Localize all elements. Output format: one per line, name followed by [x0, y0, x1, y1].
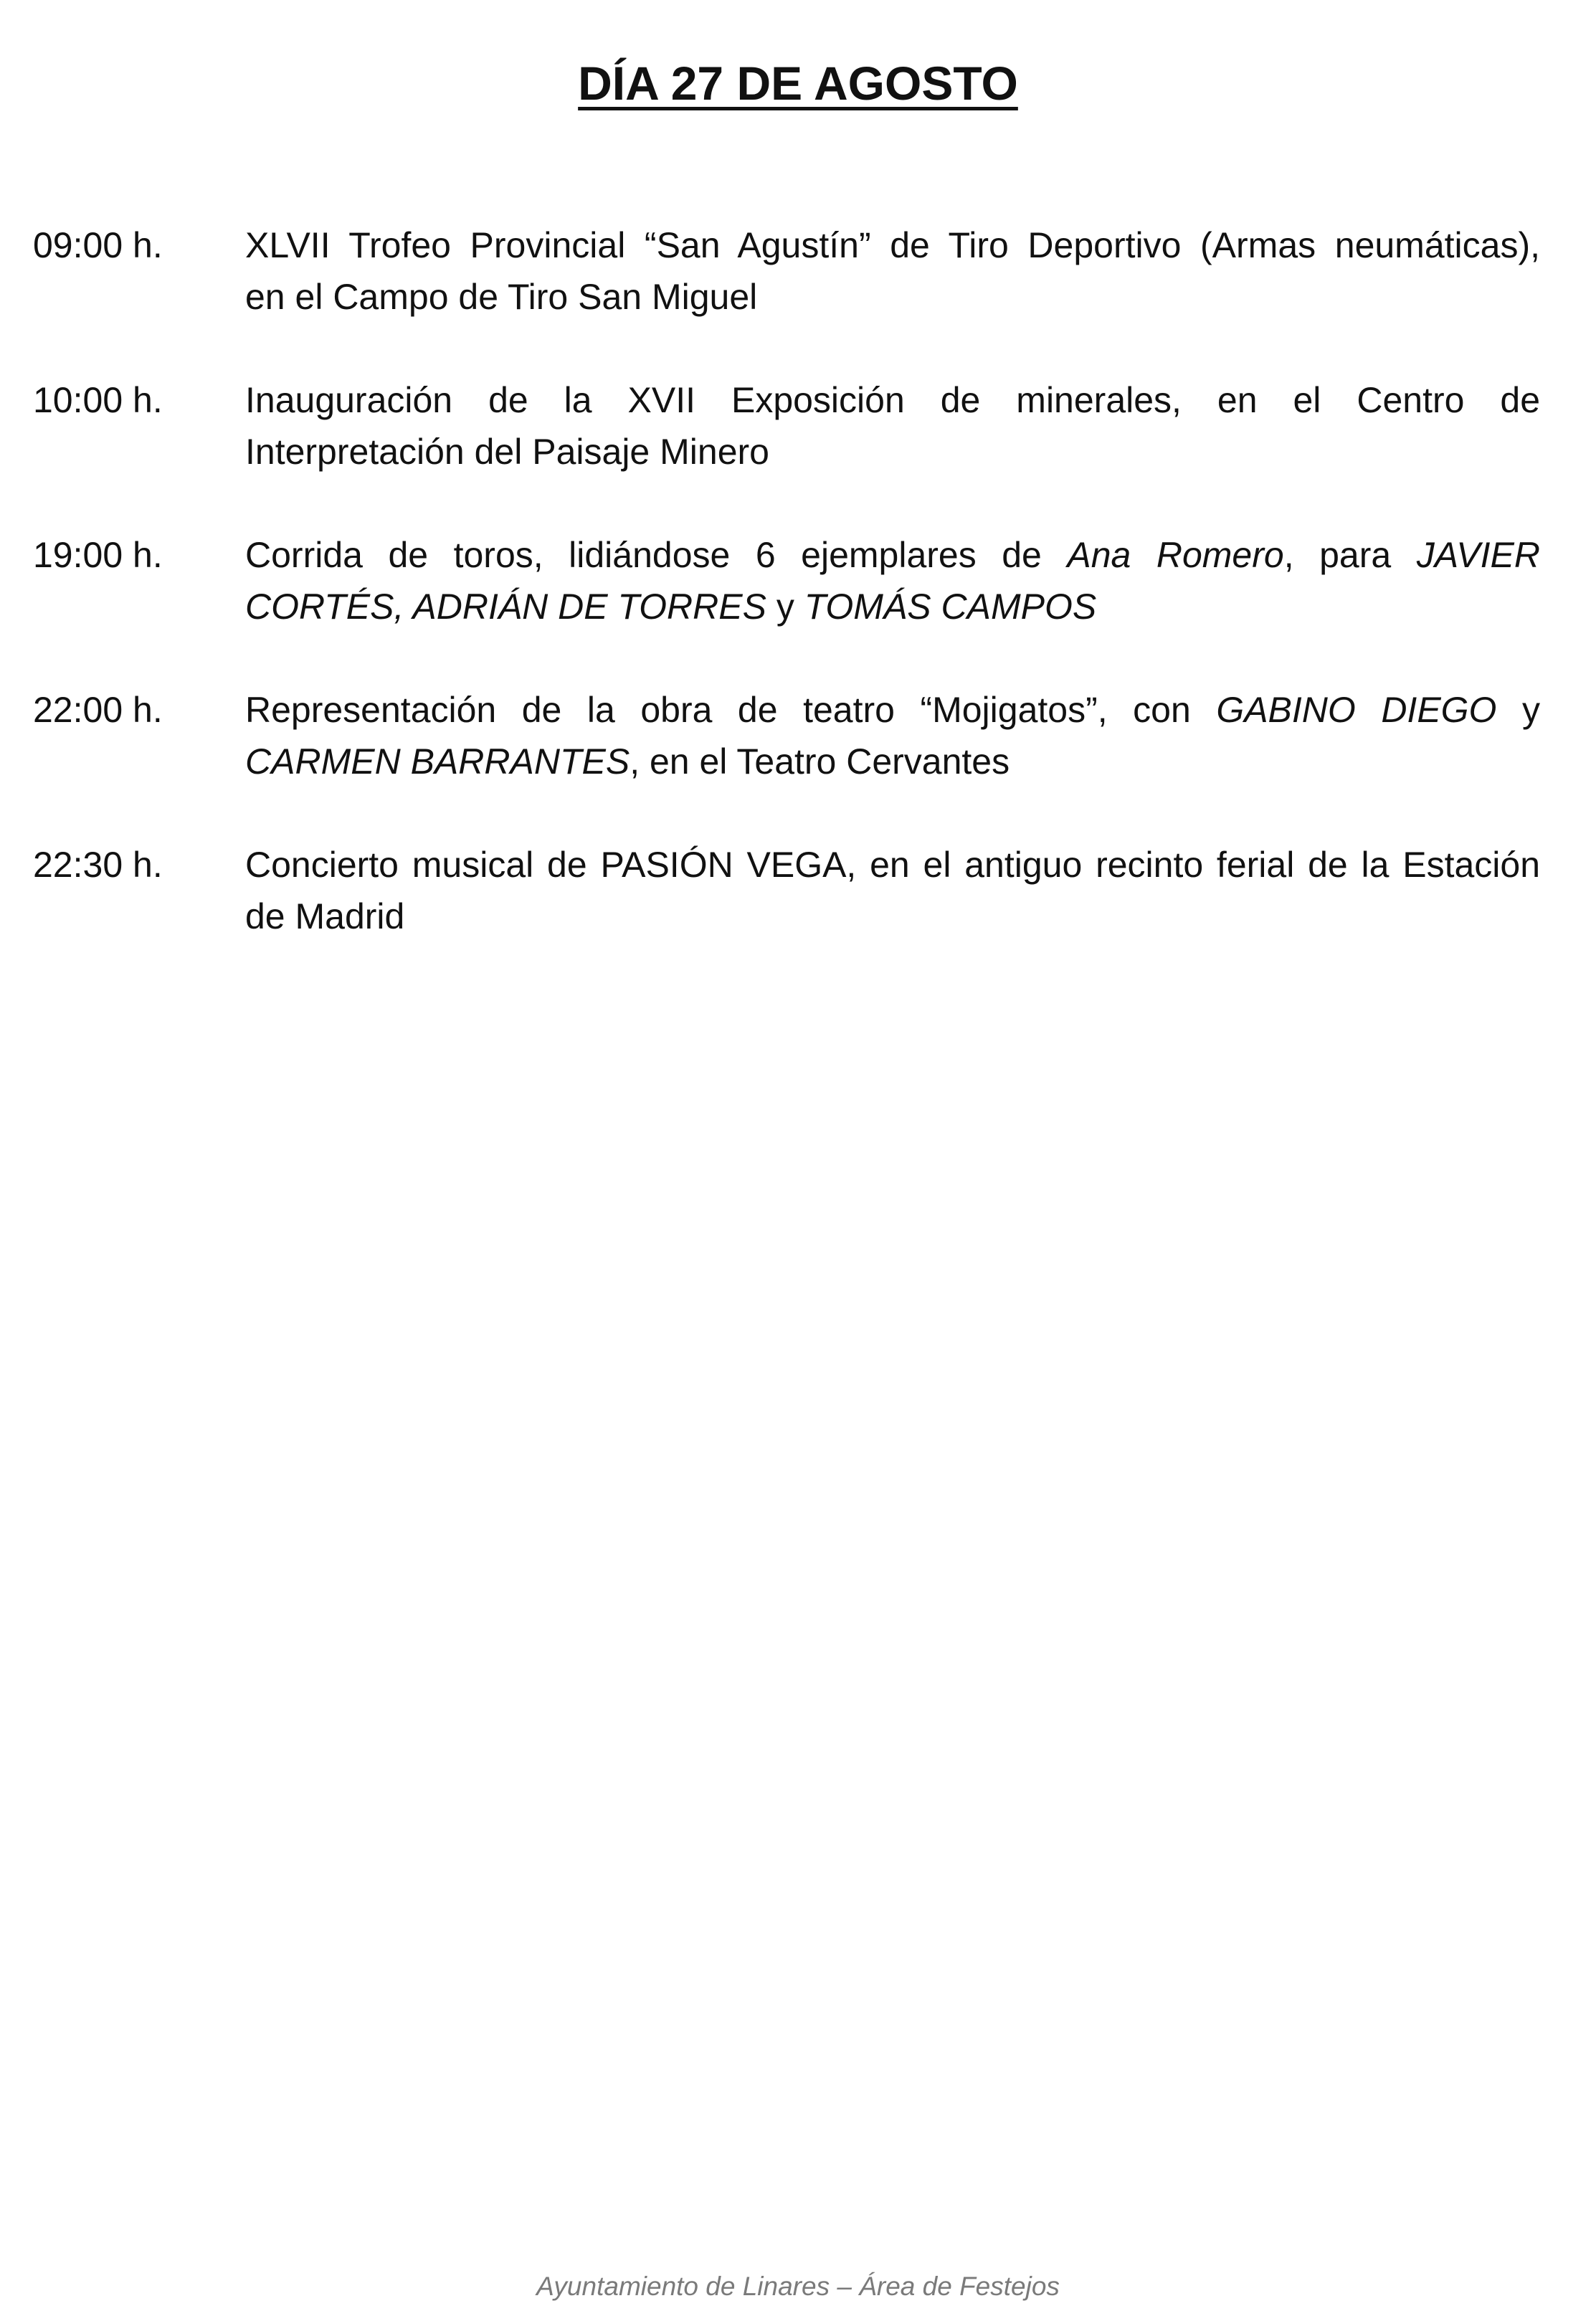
event-description-line: XLVII Trofeo Provincial “San Agustín” de Tiro Deportivo (Armas neumáticas), [245, 225, 1540, 265]
event-text: y [1496, 690, 1540, 730]
event-item [33, 374, 1540, 478]
event-description [245, 684, 1540, 787]
event-time: 22:30 h. [33, 845, 163, 885]
event-text: , para [1283, 535, 1417, 575]
event-item [33, 839, 1540, 942]
event-description [245, 529, 1540, 632]
event-item [33, 529, 1540, 632]
event-description-line [245, 529, 1540, 581]
event-description-line: de Madrid [245, 896, 405, 936]
event-list [33, 219, 1540, 994]
event-description-line: Inauguración de la XVII Exposición de minerales, en el Centro de [245, 380, 1540, 420]
page-footer: Ayuntamiento de Linares – Área de Festejos [536, 2272, 1060, 2301]
event-description [245, 839, 1540, 942]
page-title-text: DÍA 27 DE AGOSTO [578, 57, 1018, 110]
event-description [245, 219, 1540, 323]
event-description [245, 374, 1540, 478]
bullfighter-name: CORTÉS, ADRIÁN DE TORRES [245, 587, 766, 627]
event-text: Representación de la obra de teatro “Mojigatos”, con [245, 690, 1217, 730]
bullfighter-name: TOMÁS CAMPOS [804, 587, 1097, 627]
event-time: 19:00 h. [33, 535, 163, 575]
event-time: 22:00 h. [33, 690, 163, 730]
event-description-line [245, 581, 1540, 632]
bullfighter-name: JAVIER [1416, 535, 1540, 575]
event-text: Corrida de toros, lidiándose 6 ejemplares de [245, 535, 1068, 575]
event-description-line: en el Campo de Tiro San Miguel [245, 277, 758, 317]
event-description-line [245, 736, 1540, 787]
breeder-name: Ana Romero [1067, 535, 1284, 575]
event-description-line: Concierto musical de PASIÓN VEGA, en el antiguo recinto ferial de la Estación [245, 845, 1540, 885]
event-time: 10:00 h. [33, 380, 163, 420]
event-text: , en el Teatro Cervantes [630, 741, 1010, 782]
event-item [33, 219, 1540, 323]
event-text: y [766, 587, 804, 627]
event-description-line: Interpretación del Paisaje Minero [245, 432, 769, 472]
event-description-line [245, 684, 1540, 736]
actor-name: CARMEN BARRANTES [245, 741, 630, 782]
event-item [33, 684, 1540, 787]
actor-name: GABINO DIEGO [1216, 690, 1497, 730]
page-title [0, 56, 1596, 110]
event-time: 09:00 h. [33, 225, 163, 265]
